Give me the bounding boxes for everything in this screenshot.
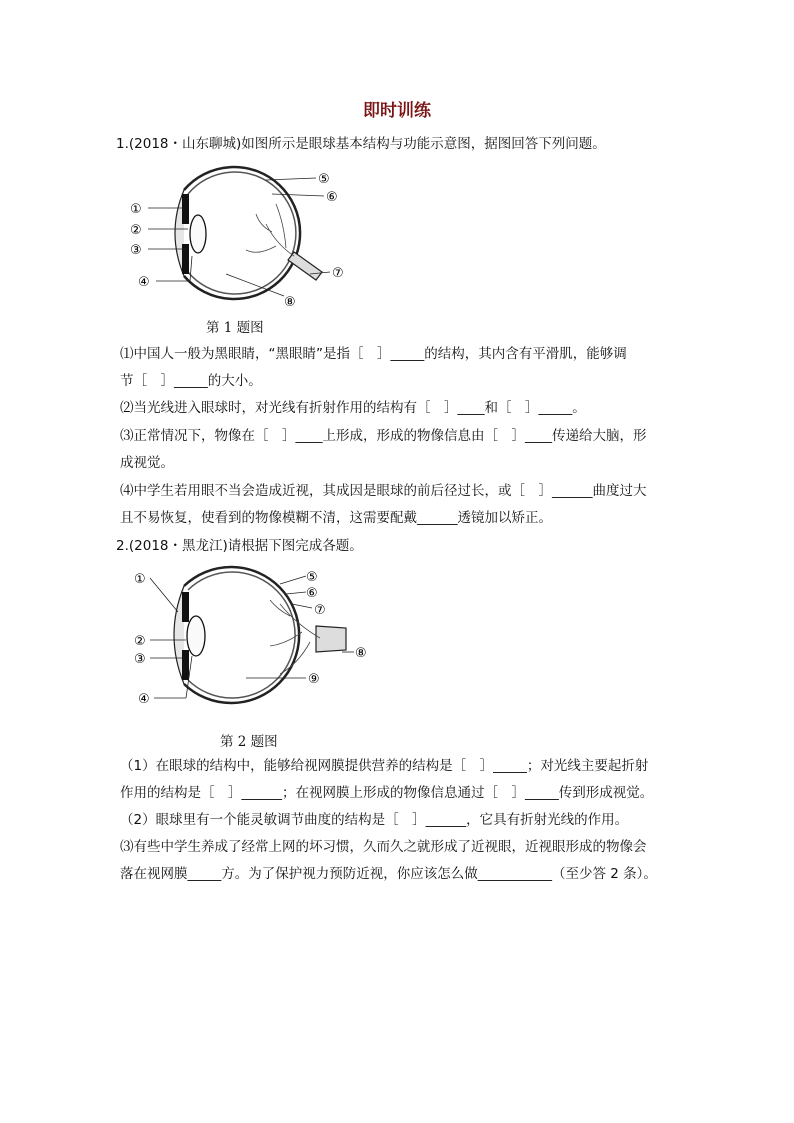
question-2-part: （2）眼球里有一个能灵敏调节曲度的结构是［ ］______，它具有折射光线的作用。 <box>120 812 629 828</box>
figure-2-label: ② <box>134 634 146 649</box>
question-1-part: ⑵当光线进入眼球时，对光线有折射作用的结构有［ ］____和［ ］_____。 <box>120 400 586 416</box>
page-title: 即时训练 <box>363 101 431 121</box>
figure-1-label: ② <box>130 223 142 238</box>
figure-2-caption: 第 2 题图 <box>220 734 278 750</box>
question-1-part: 成视觉。 <box>120 455 174 471</box>
figure-1-label: ① <box>130 202 142 217</box>
figure-2-label: ④ <box>138 692 150 707</box>
question-2-part: ⑶有些中学生养成了经常上网的坏习惯，久而久之就形成了近视眼，近视眼形成的物像会 <box>120 839 647 855</box>
question-1-part: ⑶正常情况下，物像在［ ］____上形成，形成的物像信息由［ ］____传递给大脑，形 <box>120 428 647 444</box>
question-1-stem: 1.(2018・山东聊城)如图所示是眼球基本结构与功能示意图，据图回答下列问题。 <box>116 136 606 152</box>
figure-1-label: ⑦ <box>332 266 344 281</box>
figure-2-label: ⑦ <box>314 603 326 618</box>
figure-2-label: ③ <box>134 652 146 667</box>
question-2-part: （1）在眼球的结构中，能够给视网膜提供营养的结构是［ ］_____；对光线主要起折射 <box>120 758 649 774</box>
figure-1-eye-diagram <box>126 164 356 314</box>
question-2-part: 落在视网膜_____方。为了保护视力预防近视，你应该怎么做___________（至少答 2 条）。 <box>120 866 657 882</box>
figure-1-label: ⑧ <box>284 295 296 310</box>
question-2-part: 作用的结构是［ ］______；在视网膜上形成的物像信息通过［ ］_____传到形成视觉。 <box>120 785 654 801</box>
figure-2-label: ⑥ <box>306 586 318 601</box>
question-1-part: 且不易恢复，使看到的物像模糊不清，这需要配戴______透镜加以矫正。 <box>120 510 552 526</box>
figure-1-caption: 第 1 题图 <box>206 320 264 336</box>
figure-2-label: ⑤ <box>306 570 318 585</box>
question-2-stem: 2.(2018・黑龙江)请根据下图完成各题。 <box>116 538 363 554</box>
figure-2-label: ⑨ <box>308 672 320 687</box>
figure-2-label: ① <box>134 572 146 587</box>
figure-1-label: ④ <box>138 275 150 290</box>
figure-1-label: ⑥ <box>326 190 338 205</box>
figure-1-label: ③ <box>130 243 142 258</box>
figure-2-label: ⑧ <box>355 646 367 661</box>
figure-1-label: ⑤ <box>318 172 330 187</box>
figure-2-eye-diagram <box>130 564 380 714</box>
question-1-part: ⑷中学生若用眼不当会造成近视，其成因是眼球的前后径过长，或［ ］______曲度过大 <box>120 483 647 499</box>
question-1-part: 节［ ］_____的大小。 <box>120 373 262 389</box>
question-1-part: ⑴中国人一般为黑眼睛，“黑眼睛”是指［ ］_____的结构，其内含有平滑肌，能够调 <box>120 346 627 362</box>
